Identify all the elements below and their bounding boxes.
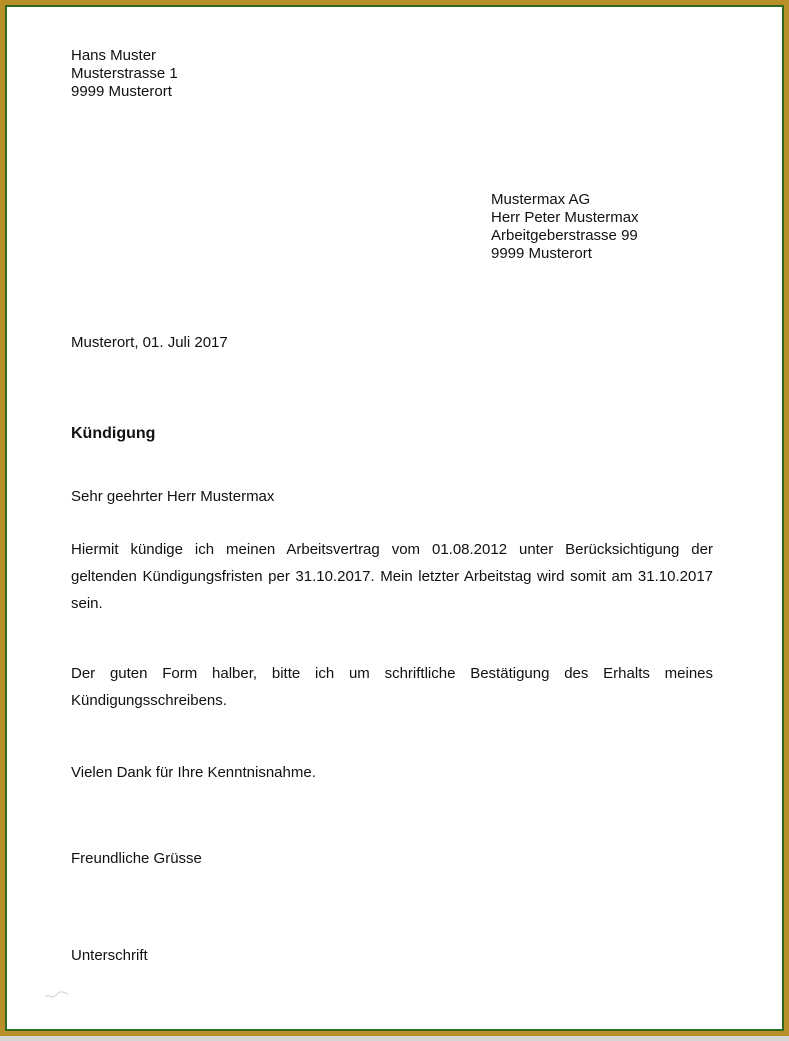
recipient-city: 9999 Musterort (491, 245, 592, 262)
faint-watermark-icon (43, 985, 71, 1001)
body-paragraph-1: Hiermit kündige ich meinen Arbeitsvertrag vom 01.08.2012 unter Berücksichtigung der geltenden Kündigungsfristen per 31.10.2017. Mein letzter Arbeitstag wird somit am 31.10.2017 sein. (71, 541, 713, 612)
recipient-address (491, 191, 639, 263)
signature-label: Unterschrift (71, 947, 148, 964)
sender-city: 9999 Musterort (71, 83, 172, 100)
recipient-street: Arbeitgeberstrasse 99 (491, 227, 638, 244)
thanks-line: Vielen Dank für Ihre Kenntnisnahme. (71, 764, 316, 781)
date-line: Musterort, 01. Juli 2017 (71, 334, 228, 351)
closing-line: Freundliche Grüsse (71, 850, 202, 867)
letter-subject: Kündigung (71, 425, 156, 442)
body-paragraph-2: Der guten Form halber, bitte ich um schriftliche Bestätigung des Erhalts meines Kündigungsschreibens. (71, 665, 713, 709)
salutation: Sehr geehrter Herr Mustermax (71, 488, 275, 505)
termination-letter (5, 5, 789, 1041)
sender-address (71, 47, 178, 101)
recipient-company: Mustermax AG (491, 191, 591, 208)
recipient-person: Herr Peter Mustermax (491, 209, 639, 226)
sender-street: Musterstrasse 1 (71, 65, 178, 82)
sender-name: Hans Muster (71, 47, 157, 64)
